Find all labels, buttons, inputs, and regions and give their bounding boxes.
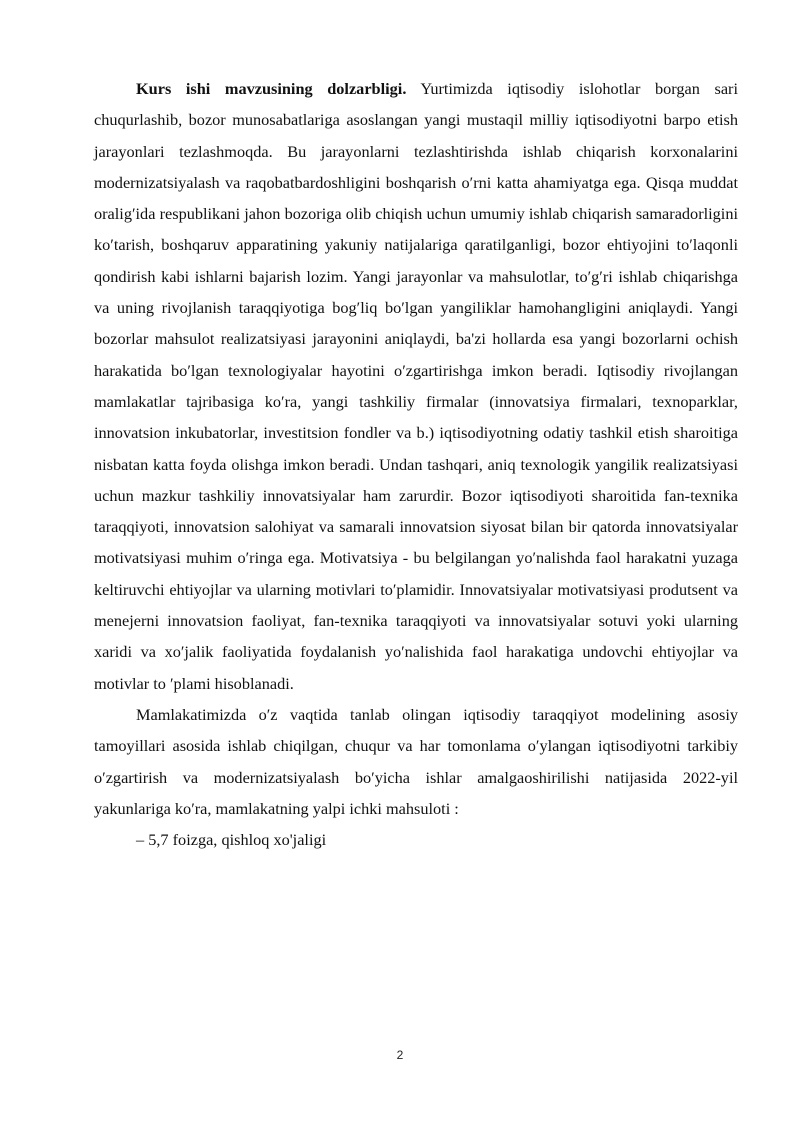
paragraph-economy [94,699,738,824]
paragraph-relevance [94,73,738,699]
section-heading: Kurs ishi mavzusining dolzarbligi. [136,79,407,98]
paragraph-economy-text: Mamlakatimizda o′z vaqtida tanlab olingan iqtisodiy taraqqiyot modelining asosiy tamoyillari asosida ishlab chiqilgan, chuqur va har tomonlama o′ylangan iqtisodiyotni tarkibiy o′zgartirish va modernizatsiyalash bo′yicha ishlar amalgaoshirilishi natijasida 2022-yil yakunlariga ko′ra, mamlakatning yalpi ichki mahsuloti : [94,704,738,818]
page-number: 2 [396,1048,404,1062]
document-page [94,73,738,855]
list-item: – 5,7 foizga, qishloq xo'jaligi [136,830,327,850]
paragraph-relevance-text: Yurtimizda iqtisodiy islohotlar borgan sari chuqurlashib, bozor munosabatlariga asoslangan yangi mustaqil milliy iqtisodiyotni barpo etish jarayonlari tezlashmoqda. Bu jarayonlarni tezlashtirishda ishlab chiqarish korxonalarini modernizatsiyalash va raqobatbardoshligini boshqarish o′rni katta ahamiyatga ega. Qisqa muddat oralig′ida respublikani jahon bozoriga olib chiqish uchun umumiy ishlab chiqarish samaradorligini ko′tarish, boshqaruv apparatining yakuniy natijalariga qaratilganligi, bozor ehtiyojini to′laqonli qondirish kabi ishlarni bajarish lozim. Yangi jarayonlar va mahsulotlar, to′g′ri ishlab chiqarishga va uning rivojlanish taraqqiyotiga bog′liq bo′lgan yangiliklar hamohangligini aniqlaydi. Yangi bozorlar mahsulot realizatsiyasi jarayonini aniqlaydi, ba'zi hollarda esa yangi bozorlarni ochish harakatida bo′lgan texnologiyalar hayotini o′zgartirishga imkon beradi. Iqtisodiy rivojlangan mamlakatlar tajribasiga ko′ra, yangi tashkiliy firmalar (innovatsiya firmalari, texnoparklar, innovatsion inkubatorlar, investitsion fondler va b.) iqtisodiyotning odatiy tashkil etish sharoitiga nisbatan katta foyda olishga imkon beradi. Undan tashqari, aniq texnologik yangilik realizatsiyasi uchun mazkur tashkiliy innovatsiyalar ham zarurdir. Bozor iqtisodiyoti sharoitida fan-texnika taraqqiyoti, innovatsion salohiyat va samarali innovatsion siyosat bilan bir qatorda innovatsiyalar motivatsiyasi muhim o′ringa ega. Motivatsiya - bu belgilangan yo′nalishda faol harakatni yuzaga keltiruvchi ehtiyojlar va ularning motivlari to′plamidir. Innovatsiyalar motivatsiyasi produtsent va menejerni innovatsion faoliyat, fan-texnika taraqqiyoti va innovatsiyalar sotuvi yoki ularning xaridi va xo′jalik faoliyatida foydalanish yo′nalishida faol harakatiga undovchi ehtiyojlar va motivlar to ′plami hisoblanadi. [94,79,738,693]
